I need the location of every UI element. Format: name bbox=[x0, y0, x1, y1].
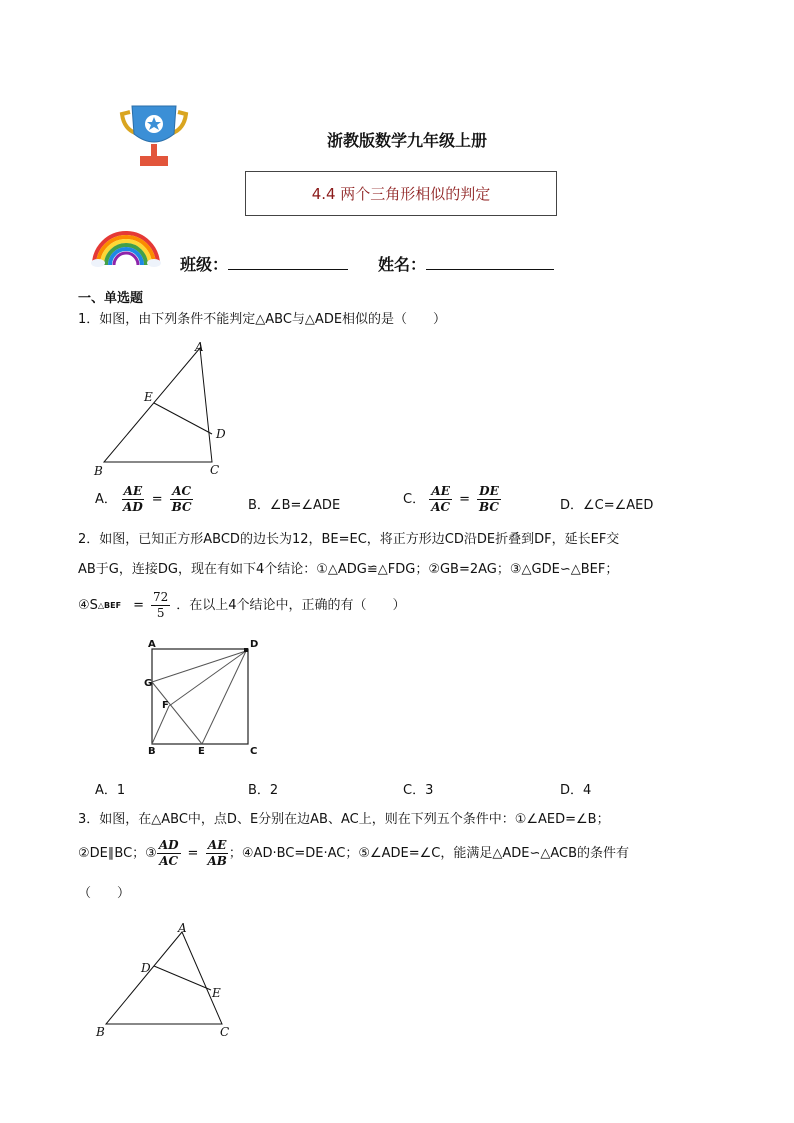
q3-label-e: E bbox=[212, 986, 221, 1000]
fraction-denominator: AC bbox=[159, 854, 179, 868]
question-1-figure bbox=[90, 338, 230, 478]
question-3-line-3: （ ） bbox=[78, 886, 131, 901]
q1-label-d: D bbox=[216, 427, 226, 441]
section-heading: 一、单选题 bbox=[78, 291, 144, 306]
question-2-line-1: 2．如图，已知正方形ABCD的边长为12，BE=EC，将正方形边CD沿DE折叠到DF，延长EF交 bbox=[78, 532, 620, 547]
q2-area-symbol: ④S bbox=[78, 598, 98, 613]
question-3-figure bbox=[92, 920, 242, 1044]
q1-option-c-prefix: C． bbox=[403, 492, 426, 507]
q1-option-a[interactable] bbox=[95, 484, 194, 515]
fraction-numerator: AE bbox=[123, 484, 143, 498]
q1-label-b: B bbox=[94, 464, 103, 478]
q1-label-e: E bbox=[144, 390, 153, 404]
class-label: 班级： bbox=[180, 255, 229, 274]
q3-label-d: D bbox=[141, 961, 151, 975]
q3-label-b: B bbox=[96, 1025, 105, 1039]
q2-area-fraction bbox=[151, 590, 170, 621]
fraction-numerator: 72 bbox=[153, 590, 169, 604]
question-3-line-1: 3．如图，在△ABC中，点D、E分别在边AB、AC上，则在下列五个条件中：①∠AED=∠B； bbox=[78, 812, 610, 827]
question-2-line-2: AB于G，连接DG，现在有如下4个结论：①△ADG≌△FDG；②GB=2AG；③△GDE∽△BEF； bbox=[78, 562, 619, 577]
fraction-numerator: AE bbox=[207, 838, 227, 852]
q1-label-a: A bbox=[195, 340, 204, 354]
q1-option-b[interactable]: B．∠B=∠ADE bbox=[248, 498, 341, 513]
equals-sign: = bbox=[459, 492, 470, 507]
fraction-denominator: AD bbox=[123, 500, 143, 514]
fraction-denominator: 5 bbox=[156, 606, 165, 620]
q1-option-a-right-fraction bbox=[170, 484, 194, 515]
fraction-numerator: AC bbox=[172, 484, 192, 498]
equals-sign: = bbox=[187, 846, 199, 861]
q1-option-a-left-fraction bbox=[121, 484, 145, 515]
equals-sign: = bbox=[133, 598, 144, 613]
q3-line-2-start: ②DE∥BC；③ bbox=[78, 846, 157, 861]
lesson-title-box bbox=[245, 171, 557, 216]
q2-option-d[interactable]: D．4 bbox=[560, 783, 592, 798]
q2-line-3-suffix: ．在以上4个结论中，正确的有（ ） bbox=[176, 598, 406, 613]
student-info-row bbox=[180, 252, 554, 275]
q1-option-c-right-fraction bbox=[477, 484, 501, 515]
fraction-denominator: AB bbox=[207, 854, 227, 868]
fraction-numerator: AD bbox=[158, 838, 179, 852]
fraction-numerator: DE bbox=[479, 484, 499, 498]
class-field[interactable] bbox=[228, 255, 348, 270]
fraction-denominator: BC bbox=[171, 500, 192, 514]
q1-option-c[interactable] bbox=[403, 484, 501, 515]
question-2-figure bbox=[144, 636, 266, 758]
fraction-denominator: BC bbox=[479, 500, 499, 514]
question-3-line-2 bbox=[78, 838, 629, 869]
q1-label-c: C bbox=[210, 463, 220, 477]
fraction-denominator: AC bbox=[431, 500, 451, 514]
q2-option-a[interactable]: A．1 bbox=[95, 783, 126, 798]
fraction-numerator: AE bbox=[431, 484, 450, 498]
q3-label-a: A bbox=[178, 921, 187, 935]
q3-line-2-end: ；④AD·BC=DE·AC；⑤∠ADE=∠C，能满足△ADE∽△ACB的条件有 bbox=[228, 846, 630, 861]
q2-label-d: D bbox=[250, 639, 259, 650]
name-field[interactable] bbox=[426, 255, 554, 270]
question-2-line-3 bbox=[78, 590, 406, 621]
q3-label-c: C bbox=[220, 1025, 230, 1039]
equals-sign: = bbox=[151, 492, 163, 507]
q2-label-e: E bbox=[198, 746, 205, 757]
rainbow-icon bbox=[90, 227, 162, 267]
q1-option-a-prefix: A． bbox=[95, 492, 117, 507]
q2-option-b[interactable]: B．2 bbox=[248, 783, 279, 798]
q2-label-f: F bbox=[162, 700, 169, 711]
q2-label-c: C bbox=[250, 746, 258, 757]
q1-option-c-left-fraction bbox=[429, 484, 452, 515]
question-1-stem: 1．如图，由下列条件不能判定△ABC与△ADE相似的是（ ） bbox=[78, 312, 447, 327]
q2-option-c[interactable]: C．3 bbox=[403, 783, 434, 798]
q3-right-fraction bbox=[205, 838, 228, 869]
q2-area-subscript: △BEF bbox=[97, 601, 122, 610]
document-title: 浙教版数学九年级上册 bbox=[326, 131, 487, 150]
q2-label-b: B bbox=[148, 746, 156, 757]
lesson-title: 4.4 两个三角形相似的判定 bbox=[311, 185, 491, 203]
q1-option-d[interactable]: D．∠C=∠AED bbox=[560, 498, 654, 513]
name-label: 姓名： bbox=[378, 255, 427, 274]
q3-left-fraction bbox=[157, 838, 181, 869]
q2-label-a: A bbox=[148, 639, 156, 650]
q2-label-g: G bbox=[144, 678, 153, 689]
